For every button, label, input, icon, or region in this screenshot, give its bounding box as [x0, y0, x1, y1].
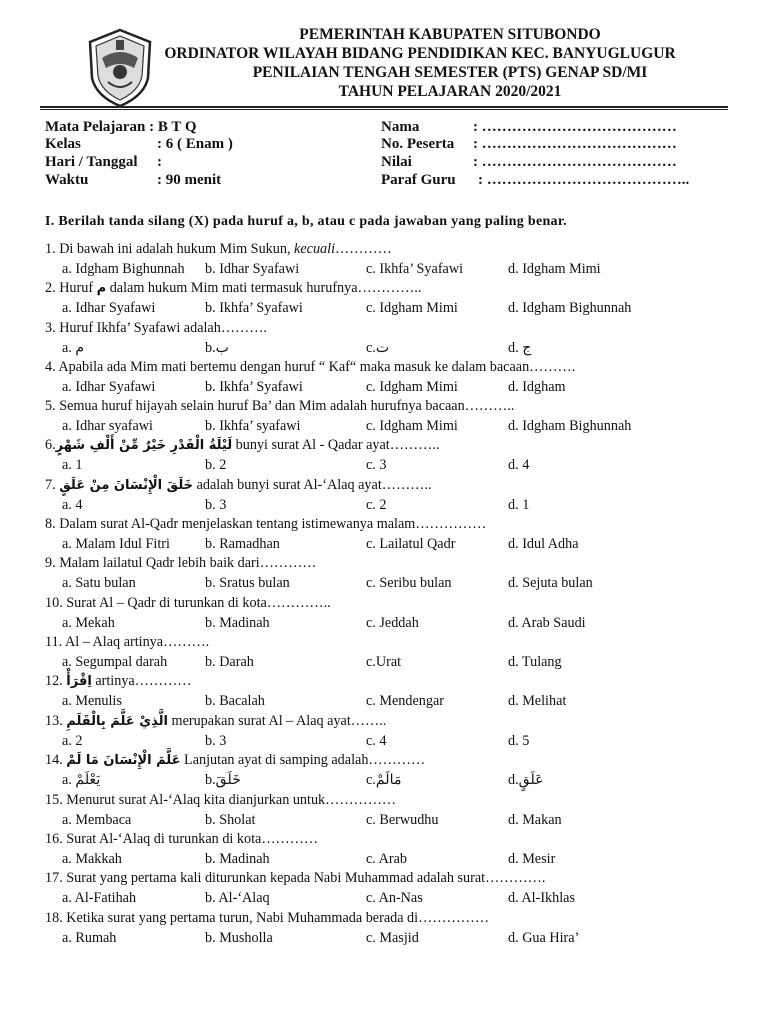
header-line-3: PENILAIAN TENGAH SEMESTER (PTS) GENAP SD/MI [252, 64, 648, 81]
question-9-option-d[interactable]: d. Sejuta bulan [508, 575, 593, 591]
header-line-4: TAHUN PELAJARAN 2020/2021 [338, 83, 562, 100]
hari-tanggal-label: Hari / Tanggal [45, 154, 138, 170]
question-14-text-end: Lanjutan ayat di samping adalah………… [180, 752, 426, 768]
question-2-text: 2. Huruf [45, 280, 97, 296]
question-8-option-b[interactable]: b. Ramadhan [205, 536, 280, 552]
question-18-option-c[interactable]: c. Masjid [366, 930, 419, 946]
question-7-arabic-text: خَلَقَ الْإِنْسَانَ مِنْ عَلَقٍ [59, 478, 194, 493]
question-2-arabic-text: م [96, 281, 107, 296]
question-17 [45, 870, 545, 887]
question-2-option-a[interactable]: a. Idhar Syafawi [62, 300, 156, 316]
question-13-text: 13. [45, 713, 67, 729]
question-2 [45, 280, 421, 297]
question-17-option-b[interactable]: b. Al-‘Alaq [205, 890, 270, 906]
question-14-text: 14. [45, 752, 67, 768]
question-1-option-a[interactable]: a. Idgham Bighunnah [62, 261, 185, 277]
question-2-text-end: dalam hukum Mim mati termasuk hurufnya………….. [106, 280, 422, 296]
mata-pelajaran: Mata Pelajaran : B T Q [45, 119, 197, 135]
question-5-option-b[interactable]: b. Ikhfa’ syafawi [205, 418, 301, 434]
question-6-option-b[interactable]: b. 2 [205, 457, 227, 473]
question-13-arabic-text: الَّذِيْ عَلَّمَ بِالْقَلَمِ [66, 714, 168, 729]
header-rule-thin [40, 109, 728, 110]
question-5 [45, 398, 514, 415]
kelas-label: Kelas [45, 136, 81, 152]
header-line-1: PEMERINTAH KABUPATEN SITUBONDO [299, 26, 601, 43]
question-15-option-c[interactable]: c. Berwudhu [366, 812, 439, 828]
nama-label: Nama [381, 119, 420, 135]
nilai-field: : ………………………………… [473, 154, 677, 170]
paraf-guru-field: : ………………………………….. [478, 172, 690, 188]
question-17-option-a[interactable]: a. Al-Fatihah [62, 890, 137, 906]
question-8 [45, 516, 486, 533]
question-11-option-b[interactable]: b. Darah [205, 654, 254, 670]
question-1-text: 1. Di bawah ini adalah hukum Mim Sukun, [45, 241, 295, 257]
question-4-option-c[interactable]: c. Idgham Mimi [366, 379, 458, 395]
question-12-option-d[interactable]: d. Melihat [508, 693, 567, 709]
question-12-text: 12. [45, 673, 67, 689]
question-3-option-a[interactable]: a. م [62, 340, 85, 356]
question-4-option-d[interactable]: d. Idgham [508, 379, 566, 395]
question-3-option-c[interactable]: c.ت [366, 340, 390, 356]
question-9-text: 9. Malam lailatul Qadr lebih baik dari………… [45, 555, 317, 571]
question-13-option-b[interactable]: b. 3 [205, 733, 227, 749]
question-10-option-b[interactable]: b. Madinah [205, 615, 270, 631]
question-18-text: 18. Ketika surat yang pertama turun, Nabi Muhammada berada di…………… [45, 910, 490, 926]
question-6-arabic-text: لَيْلَةُ الْقَدْرِ خَيْرٌ مِّنْ أَلْفِ شَهْرٍ [55, 438, 233, 453]
question-7-option-d[interactable]: d. 1 [508, 497, 530, 513]
question-18 [45, 910, 489, 927]
question-18-option-d[interactable]: d. Gua Hira’ [508, 930, 580, 946]
question-12-option-a[interactable]: a. Menulis [62, 693, 122, 709]
question-1 [45, 241, 392, 258]
question-17-text: 17. Surat yang pertama kali diturunkan kepada Nabi Muhammad adalah surat…………. [45, 870, 546, 886]
question-14-option-a[interactable]: a. يَعْلَمْ [62, 772, 101, 788]
question-8-option-a[interactable]: a. Malam Idul Fitri [62, 536, 170, 552]
question-3 [45, 320, 267, 337]
nilai-label: Nilai [381, 154, 412, 170]
question-1-text-end: ………… [335, 241, 392, 257]
question-2-option-b[interactable]: b. Ikhfa’ Syafawi [205, 300, 303, 316]
no-peserta-field: : ………………………………… [473, 136, 677, 152]
question-16-option-a[interactable]: a. Makkah [62, 851, 122, 867]
question-9-option-b[interactable]: b. Sratus bulan [205, 575, 290, 591]
instruction: I. Berilah tanda silang (X) pada huruf a, b, atau c pada jawaban yang paling benar. [45, 214, 567, 229]
question-3-option-d[interactable]: d. ج [508, 340, 532, 356]
question-10-option-d[interactable]: d. Arab Saudi [508, 615, 586, 631]
question-7-option-c[interactable]: c. 2 [366, 497, 387, 513]
question-11-option-c[interactable]: c.Urat [366, 654, 402, 670]
question-1-option-b[interactable]: b. Idhar Syafawi [205, 261, 300, 277]
question-11-text: 11. Al – Alaq artinya………. [45, 634, 210, 650]
question-7-option-b[interactable]: b. 3 [205, 497, 227, 513]
hari-tanggal-value: : [157, 154, 162, 170]
question-14-option-b[interactable]: b.خَلَقَ [205, 772, 241, 788]
question-2-option-d[interactable]: d. Idgham Bighunnah [508, 300, 632, 316]
question-13-option-c[interactable]: c. 4 [366, 733, 387, 749]
question-12-arabic-text: اِقْرَأْ [66, 674, 92, 689]
question-11 [45, 634, 209, 651]
header-line-2: ORDINATOR WILAYAH BIDANG PENDIDIKAN KEC. BANYUGLUGUR [164, 45, 676, 62]
question-17-option-d[interactable]: d. Al-Ikhlas [508, 890, 575, 906]
question-15-option-b[interactable]: b. Sholat [205, 812, 256, 828]
paraf-guru-label: Paraf Guru [381, 172, 456, 188]
question-4-option-b[interactable]: b. Ikhfa’ Syafawi [205, 379, 303, 395]
waktu-label: Waktu [45, 172, 89, 188]
question-14 [45, 752, 425, 769]
question-11-option-d[interactable]: d. Tulang [508, 654, 562, 670]
question-14-arabic-text: عَلَّمَ الْإِنْسَانَ مَا لَمْ [66, 753, 181, 768]
question-12-text-end: artinya………… [91, 673, 192, 689]
no-peserta-label: No. Peserta [381, 136, 455, 152]
question-10-text: 10. Surat Al – Qadr di turunkan di kota………….. [45, 595, 331, 611]
question-6-option-a[interactable]: a. 1 [62, 457, 83, 473]
question-6-option-c[interactable]: c. 3 [366, 457, 387, 473]
question-3-option-b[interactable]: b.ب [205, 340, 229, 356]
question-6 [45, 437, 439, 454]
question-4 [45, 359, 575, 376]
question-5-option-d[interactable]: d. Idgham Bighunnah [508, 418, 632, 434]
question-12-option-b[interactable]: b. Bacalah [205, 693, 265, 709]
question-12-option-c[interactable]: c. Mendengar [366, 693, 444, 709]
question-10 [45, 595, 331, 612]
question-4-text: 4. Apabila ada Mim mati bertemu dengan huruf “ Kaf“ maka masuk ke dalam bacaan………. [45, 359, 576, 375]
question-16-option-d[interactable]: d. Mesir [508, 851, 556, 867]
question-15-text: 15. Menurut surat Al-‘Alaq kita dianjurkan untuk…………… [45, 792, 397, 808]
question-14-option-d[interactable]: d.عَلَقٍ [508, 772, 544, 788]
question-8-text: 8. Dalam surat Al-Qadr menjelaskan tentang istimewanya malam…………… [45, 516, 487, 532]
kabupaten-logo [84, 28, 156, 108]
question-7-text: 7. [45, 477, 60, 493]
question-1-option-c[interactable]: c. Ikhfa’ Syafawi [366, 261, 464, 277]
question-16 [45, 831, 318, 848]
question-7-option-a[interactable]: a. 4 [62, 497, 83, 513]
question-1-emphasis: kecuali [294, 241, 336, 257]
question-13 [45, 713, 386, 730]
question-3-text: 3. Huruf Ikhfa’ Syafawi adalah………. [45, 320, 267, 336]
kelas-value: : 6 ( Enam ) [157, 136, 233, 152]
question-13-option-d[interactable]: d. 5 [508, 733, 530, 749]
question-6-option-d[interactable]: d. 4 [508, 457, 530, 473]
question-5-option-c[interactable]: c. Idgham Mimi [366, 418, 458, 434]
question-13-option-a[interactable]: a. 2 [62, 733, 83, 749]
question-5-option-a[interactable]: a. Idhar syafawi [62, 418, 153, 434]
question-11-option-a[interactable]: a. Segumpal darah [62, 654, 168, 670]
question-15-option-d[interactable]: d. Makan [508, 812, 562, 828]
question-17-option-c[interactable]: c. An-Nas [366, 890, 423, 906]
nama-field: : ………………………………… [473, 119, 677, 135]
waktu-value: : 90 menit [157, 172, 222, 188]
question-12 [45, 673, 191, 690]
question-16-text: 16. Surat Al-‘Alaq di turunkan di kota………… [45, 831, 319, 847]
question-7 [45, 477, 431, 494]
question-9 [45, 555, 316, 572]
question-10-option-c[interactable]: c. Jeddah [366, 615, 419, 631]
question-15 [45, 792, 396, 809]
question-8-option-d[interactable]: d. Idul Adha [508, 536, 579, 552]
question-9-option-c[interactable]: c. Seribu bulan [366, 575, 452, 591]
question-18-option-b[interactable]: b. Musholla [205, 930, 273, 946]
question-4-option-a[interactable]: a. Idhar Syafawi [62, 379, 156, 395]
question-7-text-end: adalah bunyi surat Al-‘Alaq ayat……….. [193, 477, 432, 493]
question-18-option-a[interactable]: a. Rumah [62, 930, 117, 946]
question-10-option-a[interactable]: a. Mekah [62, 615, 115, 631]
question-15-option-a[interactable]: a. Membaca [62, 812, 132, 828]
question-9-option-a[interactable]: a. Satu bulan [62, 575, 136, 591]
question-6-text: 6. [45, 437, 56, 453]
question-2-option-c[interactable]: c. Idgham Mimi [366, 300, 458, 316]
question-14-option-c[interactable]: c.مَالَمْ [366, 772, 402, 788]
question-16-option-b[interactable]: b. Madinah [205, 851, 270, 867]
header-rule [40, 106, 728, 108]
question-13-text-end: merupakan surat Al – Alaq ayat…….. [167, 713, 387, 729]
question-6-text-end: bunyi surat Al - Qadar ayat……….. [232, 437, 440, 453]
question-8-option-c[interactable]: c. Lailatul Qadr [366, 536, 456, 552]
question-16-option-c[interactable]: c. Arab [366, 851, 407, 867]
question-1-option-d[interactable]: d. Idgham Mimi [508, 261, 601, 277]
question-5-text: 5. Semua huruf hijayah selain huruf Ba’ dan Mim adalah hurufnya bacaan……….. [45, 398, 515, 414]
